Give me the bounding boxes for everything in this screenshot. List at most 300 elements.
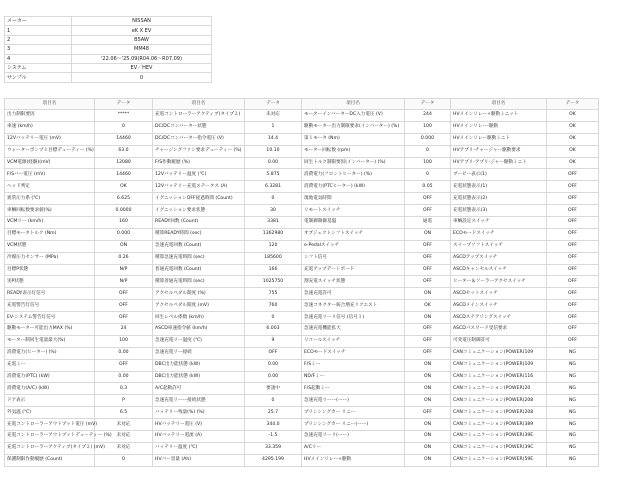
item-value-cell: 0.3 [95,383,153,395]
item-value-cell: OFF [405,205,451,217]
item-value-cell: 0.00 [245,359,302,371]
vehicle-info-value: NISSAN [72,17,212,26]
item-value-cell: OFF [547,217,599,229]
vehicle-info-key: メーカー [5,17,72,26]
item-name-cell: ASCDステアリングスイッチ [451,312,547,324]
item-name-cell: HVメインリレー駆動ミニト [451,133,547,145]
item-value-cell: OFF [405,252,451,264]
item-name-cell: 消費電力(ヒーター) (%) [5,347,95,359]
table-row [5,442,599,454]
item-value-cell: 0.00 [245,371,302,383]
item-value-cell: 760 [245,300,302,312]
item-value-cell: ON [405,431,451,443]
item-name-cell: シフト信号 [302,252,405,264]
item-name-cell: CANコミュニケーション(POWER)39C [451,442,547,454]
table-row [5,288,599,300]
item-name-cell: CANコミュニケーション(POWER)389 [451,419,547,431]
item-value-cell: OK [547,157,599,169]
column-header-item-2: 項目名 [153,99,245,110]
item-value-cell: ***** [95,110,153,122]
diagnostic-data-table [4,98,599,467]
column-header-data-3: データ [405,99,451,110]
item-value-cell: 63.0 [95,145,153,157]
item-name-cell: VCM状態 [5,240,95,252]
item-name-cell: HVアプリ-チャージャー駆動要求 [451,145,547,157]
item-name-cell: 消費電力(PTCヒーター) (kW) [302,181,405,193]
item-name-cell: プリンシングカー リニー(ーー) [302,419,405,431]
item-value-cell: 未対応 [245,110,302,122]
item-name-cell: HVアプリ-アプリ-ジャー駆動ミニト [451,157,547,169]
item-value-cell: OFF [547,205,599,217]
vehicle-info-row [5,45,212,54]
item-name-cell: 12Vバッテリー温度 (℃) [153,169,245,181]
item-value-cell: OFF [95,359,153,371]
item-name-cell: ブービー表示(1) [451,169,547,181]
item-name-cell: HVメインリレー+駆動 [302,454,405,466]
item-value-cell: 未対応 [95,431,153,443]
item-name-cell: リコールスイッチ [302,335,405,347]
table-row [5,145,599,157]
vehicle-info-row [5,73,212,82]
item-value-cell: 185600 [245,252,302,264]
item-value-cell: 24 [95,324,153,336]
item-value-cell: 12080 [95,157,153,169]
item-name-cell: バッテリー残量(%) (%) [153,407,245,419]
item-value-cell: 5.875 [245,169,302,181]
table-row [5,217,599,229]
vehicle-info-body [5,17,212,83]
item-name-cell: F/Sミー [302,359,405,371]
item-value-cell: ON [405,419,451,431]
item-name-cell: 充電ミー [5,359,95,371]
item-name-cell: 出力制限要因 [5,110,95,122]
item-value-cell: N/P [95,276,153,288]
item-name-cell: A/C起動許可 [153,383,245,395]
table-row [5,454,599,466]
item-name-cell: 12Vバッテリー充電ステータス (A) [153,181,245,193]
item-name-cell: モーター制回生電量最大(%) [5,335,95,347]
item-value-cell: 755 [245,288,302,300]
item-value-cell: 244 [405,110,451,122]
table-row [5,276,599,288]
item-value-cell: 0.0000 [95,205,153,217]
item-name-cell: バッテリー温度 (℃) [153,442,245,454]
item-value-cell: NG [547,419,599,431]
item-name-cell: 保護制限作動履歴 (Count) [5,454,95,466]
item-value-cell: ON [405,454,451,466]
item-name-cell: 消費電力(A/C) (kW) [5,383,95,395]
item-name-cell: アクセルペダル開度 (%) [153,288,245,300]
item-name-cell: 積算READY時間 (sec) [153,228,245,240]
item-name-cell: ASCD車速指令値 (km/h) [153,324,245,336]
item-name-cell: 普通充電回数 (Count) [153,264,245,276]
item-value-cell: ON [405,359,451,371]
item-value-cell: 未対応 [95,419,153,431]
item-name-cell: ドア表示 [5,395,95,407]
item-name-cell: DC/DCコンバーター指令電圧 (V) [153,133,245,145]
item-value-cell: 6.003 [245,324,302,336]
item-value-cell: P [95,395,153,407]
item-name-cell: 急速充電リーー接続状態 [153,395,245,407]
vehicle-info-value: B5AW [72,35,212,44]
item-name-cell: イグニッション要求状態 [153,205,245,217]
item-value-cell: 0.000 [95,228,153,240]
item-name-cell: VCM電源(経験)(mV) [5,157,95,169]
vehicle-info-row [5,17,212,26]
header-row [5,99,599,110]
table-row [5,110,599,122]
item-name-cell: 充電アップデートボード [302,264,405,276]
item-value-cell: ON [405,383,451,395]
item-value-cell: OK [547,133,599,145]
item-value-cell: OFF [405,335,451,347]
item-value-cell: OFF [95,288,153,300]
item-value-cell: 14460 [95,133,153,145]
item-value-cell: 6.3281 [245,181,302,193]
vehicle-info-key: システム [5,63,72,72]
item-value-cell: NG [547,431,599,443]
item-name-cell: 外気温 (℃) [5,407,95,419]
item-value-cell: -1.5 [245,431,302,443]
item-name-cell: プリンシングカー リニー [302,407,405,419]
item-value-cell: 344.0 [245,419,302,431]
vehicle-info-row [5,54,212,63]
vehicle-info-row [5,35,212,44]
item-name-cell: 割充電スイッチ状態 [302,276,405,288]
item-value-cell: 0.00 [95,371,153,383]
item-value-cell: 通電 [405,217,451,229]
item-name-cell: 充電状態表示(1) [451,181,547,193]
item-name-cell: 急速充電リー温度 (℃) [153,335,245,347]
item-value-cell: 120 [245,240,302,252]
vehicle-info-key: 3 [5,45,72,54]
table-row [5,240,599,252]
table-row [5,371,599,383]
item-name-cell: CANコミュニケーション(POWER)116 [451,371,547,383]
item-value-cell: 0.00 [245,157,302,169]
table-row [5,228,599,240]
table-row [5,395,599,407]
item-value-cell: OK [405,300,451,312]
item-value-cell: 0 [95,121,153,133]
item-value-cell: 33.359 [245,442,302,454]
item-value-cell: 14.4 [245,133,302,145]
item-value-cell: OFF [405,276,451,288]
item-value-cell: 1362980 [245,228,302,240]
item-name-cell: ECOモードスイッチ [302,347,405,359]
item-name-cell: A/Cリー [302,442,405,454]
item-value-cell: 166 [245,264,302,276]
item-name-cell: CANコミュニケーション(POWER)39E [451,431,547,443]
item-name-cell: DBC出力能状態 (kW) [153,371,245,383]
item-value-cell: 未対応 [95,442,153,454]
item-name-cell: ヒーター＆ソーラーアクセスイッチ [451,276,547,288]
item-name-cell: ASCDパスワード受信要求 [451,324,547,336]
item-value-cell: 0 [405,169,451,181]
item-name-cell: CANコミュニケーション(POWER)109 [451,347,547,359]
vehicle-info-row [5,26,212,35]
item-value-cell: OK [547,121,599,133]
item-value-cell: ON [405,442,451,454]
table-row [5,252,599,264]
item-name-cell: READY回数 (Count) [153,217,245,229]
table-row [5,347,599,359]
item-name-cell: 第１モータ (Nm) [302,133,405,145]
item-value-cell: 30 [245,205,302,217]
item-name-cell: HVバッテリー電圧 (V) [153,419,245,431]
item-value-cell: 4295.199 [245,454,302,466]
item-name-cell: 充電コントローラーアクティブ(タイプ２) [153,110,245,122]
table-row [5,300,599,312]
item-value-cell: OFF [405,193,451,205]
table-row [5,205,599,217]
column-header-data-1: データ [95,99,153,110]
vehicle-info-value: 0 [72,73,212,82]
item-name-cell: 充電コントローラーアクティブ(タイプ２) (mV) [5,442,95,454]
item-name-cell: アクセルペダル開度 (mV) [153,300,245,312]
item-name-cell: e-Pedalスイッチ [302,240,405,252]
item-name-cell: EV-システム警告灯信号 [5,312,95,324]
item-name-cell: 急速充電リーリ信号 (信号１) [302,312,405,324]
item-name-cell: チャージングファン要求デューティー (%) [153,145,245,157]
item-value-cell: OFF [547,240,599,252]
vehicle-info-key: 1 [5,26,72,35]
item-value-cell: OFF [405,324,451,336]
item-name-cell: 車輌回転数要求値(%) [5,205,95,217]
item-name-cell: 駆動モーター出力制限要求(インバーター) (%) [302,121,405,133]
item-value-cell: NG [547,383,599,395]
item-value-cell: ON [95,240,153,252]
vehicle-info-value: eK X EV [72,26,212,35]
item-name-cell: READY表示灯信号 [5,288,95,300]
column-header-item-3: 項目名 [302,99,405,110]
item-value-cell: ON [405,371,451,383]
item-name-cell: 急速充電許可 [302,288,405,300]
item-value-cell: NG [547,395,599,407]
vehicle-info-table [4,16,212,83]
item-value-cell: OFF [95,300,153,312]
item-value-cell: ON [405,312,451,324]
item-value-cell: 100 [405,121,451,133]
item-value-cell: ON [405,395,451,407]
item-value-cell: OFF [547,228,599,240]
item-value-cell: 0 [405,145,451,157]
item-name-cell: HVバー容量 (Ah) [153,454,245,466]
item-name-cell: CANコミュニケーション(POWER)109 [451,359,547,371]
item-name-cell: 12Vバッテリー電圧 (mV) [5,133,95,145]
item-name-cell: F/Sバー電圧 (mV) [5,169,95,181]
item-value-cell: 6.625 [95,193,153,205]
item-name-cell: CANコミュニケーション(POWER)208 [451,395,547,407]
item-name-cell: DBC出力能状態 (kW) [153,359,245,371]
item-value-cell: NG [547,442,599,454]
item-name-cell: モーターインバーターDC入力電圧 (V) [302,110,405,122]
item-name-cell: リモートスイッチ [302,205,405,217]
item-value-cell: OFF [405,347,451,359]
table-row [5,157,599,169]
item-name-cell: 急速充電回数 (Count) [153,240,245,252]
item-name-cell: ヘッド判定 [5,181,95,193]
item-name-cell: スイープソフトスイッチ [451,240,547,252]
item-name-cell: 急速充電機能拡大 [302,324,405,336]
table-row [5,407,599,419]
item-name-cell: ND/Fミー [302,371,405,383]
item-value-cell: ON [405,228,451,240]
item-value-cell: NG [547,454,599,466]
item-name-cell: 実P状態 [5,276,95,288]
table-row [5,181,599,193]
item-name-cell: 充電警告灯信号 [5,300,95,312]
item-value-cell: OFF [405,240,451,252]
table-row [5,431,599,443]
item-name-cell: 急速充電リー接続 [153,347,245,359]
item-name-cell: 急速充電リーリ(ーー) [302,431,405,443]
item-value-cell: OFF [245,347,302,359]
item-value-cell: OK [95,181,153,193]
item-value-cell: 0 [95,454,153,466]
item-value-cell: OFF [547,264,599,276]
item-name-cell: DC/DCコンバーター状態 [153,121,245,133]
item-value-cell: 25.7 [245,407,302,419]
item-value-cell: OFF [547,312,599,324]
table-row [5,359,599,371]
vehicle-info-value: MM48 [72,45,212,54]
item-value-cell: NG [547,371,599,383]
vehicle-info-row [5,63,212,72]
item-name-cell: 急速充電リーー(ーー) [302,395,405,407]
item-name-cell: 消費電力(フロントヒーター) (%) [302,169,405,181]
item-name-cell: VCMリー (km/h) [5,217,95,229]
item-name-cell: F/S作動履歴 (%) [153,157,245,169]
item-name-cell: 冷媒圧力センサー (MPa) [5,252,95,264]
item-value-cell: 0 [245,193,302,205]
item-name-cell: ASCDアップスイッチ [451,252,547,264]
item-value-cell: 3381 [245,217,302,229]
item-value-cell: 0.000 [405,133,451,145]
vehicle-info-key: 4 [5,54,72,63]
item-name-cell: 回生トルク制限要因(インバーター) (%) [302,157,405,169]
vehicle-info-value: EV／HEV [72,63,212,72]
item-value-cell: 0.00 [95,347,153,359]
item-value-cell: OFF [547,252,599,264]
item-name-cell: ウォーターポンプ１目標デューティー (%) [5,145,95,157]
table-row [5,383,599,395]
item-name-cell: 目標P状態 [5,264,95,276]
item-name-cell: 現地電気時間 [302,193,405,205]
item-value-cell: 0 [245,312,302,324]
table-row [5,419,599,431]
item-value-cell: OFF [547,169,599,181]
item-value-cell: OFF [547,324,599,336]
item-name-cell: HVメインリレー-駆動 [451,121,547,133]
column-header-data-4: データ [547,99,599,110]
table-row [5,312,599,324]
item-name-cell: HVメインリレー+駆動ミニット [451,110,547,122]
item-value-cell: 1 [245,121,302,133]
item-name-cell: 充電状態表示(3) [451,205,547,217]
item-name-cell: 積算急速充電時間 (sec) [153,252,245,264]
item-value-cell: 100 [405,157,451,169]
item-value-cell: OFF [547,335,599,347]
item-value-cell: OK [547,145,599,157]
item-value-cell: 100 [95,335,153,347]
item-value-cell: 160 [95,217,153,229]
item-name-cell: 消費電力(PTC) (kW) [5,371,95,383]
item-value-cell: 0.05 [405,181,451,193]
table-row [5,121,599,133]
item-name-cell: モーター回転数 (rpm) [302,145,405,157]
table-row [5,324,599,336]
item-value-cell: 1025750 [245,276,302,288]
item-name-cell: CANコミュニケーション(POWER)20 [451,383,547,395]
item-name-cell: 充電コントローラーアウトプットデューティー (%) [5,431,95,443]
item-name-cell: 可変電圧制御許可 [451,335,547,347]
table-row [5,169,599,181]
item-name-cell: CANコミュニケーション(POWER)59E [451,454,547,466]
item-value-cell: 9 [245,335,302,347]
item-value-cell: OFF [405,407,451,419]
item-value-cell: OFF [405,264,451,276]
table-body [5,110,599,467]
item-name-cell: 目標モータトルク (Nm) [5,228,95,240]
item-value-cell: N/P [95,264,153,276]
vehicle-info-key: 2 [5,35,72,44]
item-value-cell: OFF [95,312,153,324]
column-header-item-4: 項目名 [451,99,547,110]
vehicle-info-value: '22.06～'25.09(R04.06～R07.09) [72,54,212,63]
item-value-cell: ON [405,288,451,300]
item-name-cell: 車輌設定スイッチ [451,217,547,229]
item-name-cell: HVバッテリー電流 (A) [153,431,245,443]
item-value-cell: OFF [547,276,599,288]
item-value-cell: 14460 [95,169,153,181]
item-value-cell: NG [547,347,599,359]
item-value-cell: OK [547,110,599,122]
item-value-cell: OFF [547,288,599,300]
table-header [5,99,599,110]
table-row [5,133,599,145]
item-value-cell: 0.26 [95,252,153,264]
item-value-cell: NG [547,407,599,419]
item-name-cell: イグニッションOFF経過時間 (Count) [153,193,245,205]
item-name-cell: ASCDメインスイッチ [451,300,547,312]
item-name-cell: ASCDキャンセルスイッチ [451,264,547,276]
item-value-cell: OFF [547,193,599,205]
table-row [5,335,599,347]
item-name-cell: オブジェクトシフトスイッチ [302,228,405,240]
item-value-cell: OFF [547,181,599,193]
table-row [5,264,599,276]
column-header-data-2: データ [245,99,302,110]
column-header-item-1: 項目名 [5,99,95,110]
item-name-cell: 充電状態表示(2) [451,193,547,205]
item-name-cell: 駆動モーター可能出力MAX (%) [5,324,95,336]
item-name-cell: F/S起動ミー [302,383,405,395]
item-value-cell: 10.10 [245,145,302,157]
item-name-cell: 急速コネクター統合増充リクエスト [302,300,405,312]
item-name-cell: 回生レベル係数 (km/h) [153,312,245,324]
item-name-cell: 積算普通充電時間 (sec) [153,276,245,288]
item-name-cell: ASCDセットスイッチ [451,288,547,300]
item-name-cell: ECOモードスイッチ [451,228,547,240]
item-name-cell: 車速 (km/h) [5,121,95,133]
table-row [5,193,599,205]
item-value-cell: 0 [245,395,302,407]
item-value-cell: OFF [547,300,599,312]
vehicle-info-key: サンプル [5,73,72,82]
item-name-cell: 電制御制御基盤 [302,217,405,229]
item-value-cell: 要請中 [245,383,302,395]
